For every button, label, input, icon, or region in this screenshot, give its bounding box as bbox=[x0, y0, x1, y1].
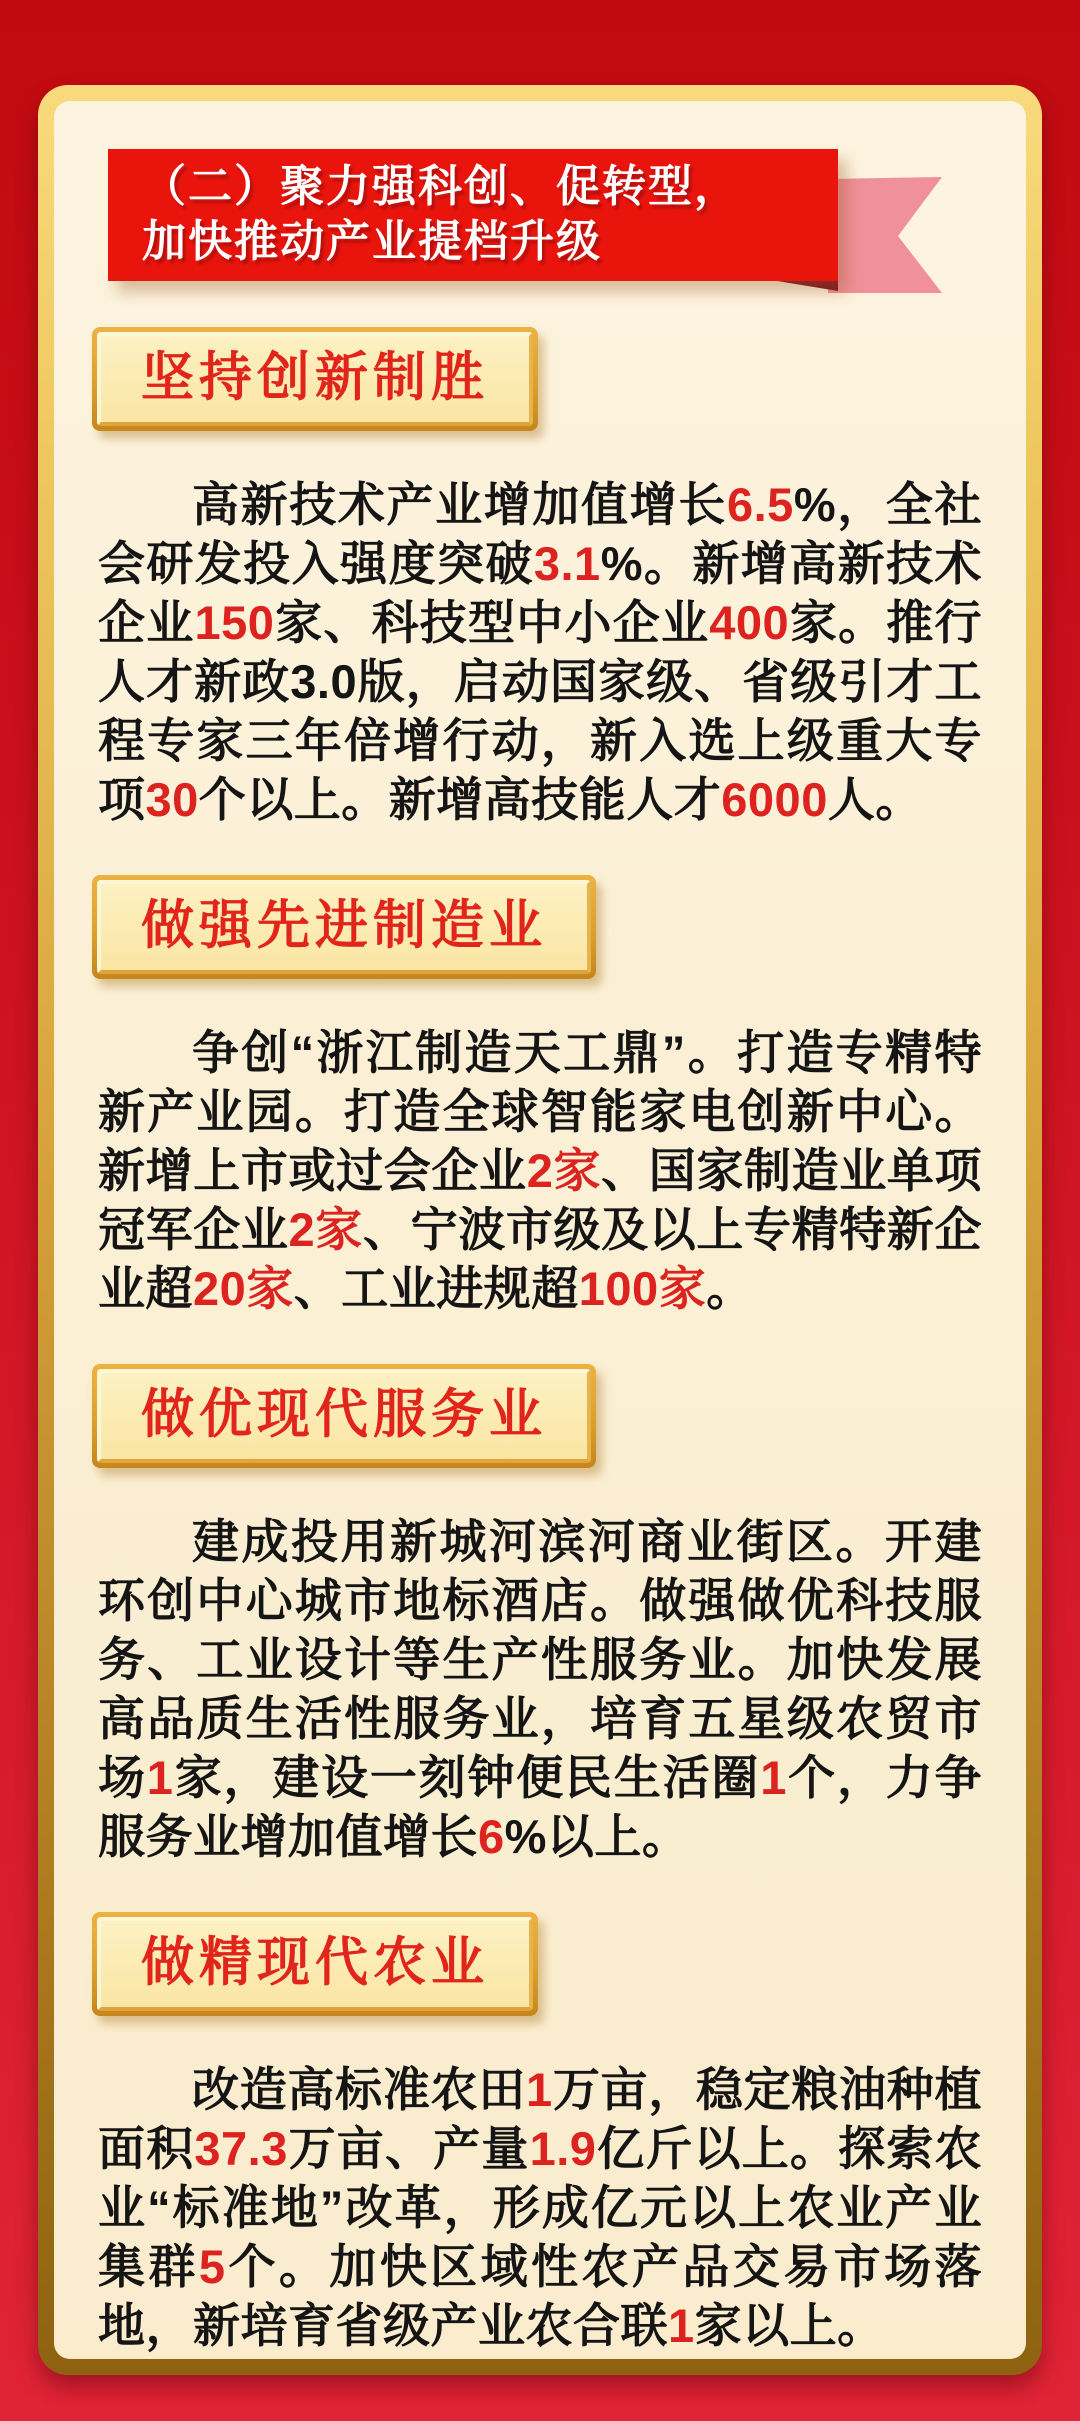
highlight-number: 6000 bbox=[721, 773, 828, 826]
section-manufacturing bbox=[98, 829, 982, 1318]
section-heading-box bbox=[92, 327, 538, 431]
highlight-number: 1 bbox=[668, 2299, 695, 2352]
highlight-number: 2家 bbox=[526, 1144, 602, 1197]
section-heading: 做精现代农业 bbox=[97, 1917, 533, 2011]
highlight-number: 6.5 bbox=[726, 478, 794, 531]
section-heading: 做强先进制造业 bbox=[97, 880, 591, 974]
highlight-number: 1 bbox=[146, 1751, 174, 1804]
highlight-number: 1 bbox=[525, 2063, 553, 2116]
highlight-number: 30 bbox=[145, 773, 199, 826]
section-paragraph: 改造高标准农田1万亩，稳定粮油种植面积37.3万亩、产量1.9亿斤以上。探索农业“标准地”改革，形成亿元以上农业产业集群5个。加快区域性农产品交易市场落地，新培育省级产业农合联1家以上。 bbox=[98, 2063, 983, 2352]
section-agriculture bbox=[98, 1866, 982, 2355]
highlight-number: 150 bbox=[194, 596, 275, 649]
highlight-number: 20家 bbox=[193, 1262, 294, 1315]
section-innovation bbox=[98, 281, 982, 829]
banner-section bbox=[98, 101, 982, 281]
highlight-number: 3.1 bbox=[533, 537, 601, 590]
section-heading-box bbox=[92, 1364, 596, 1468]
highlight-number: 37.3 bbox=[194, 2122, 288, 2175]
banner-title-line1: （二）聚力强科创、促转型， bbox=[142, 162, 740, 211]
highlight-number: 6 bbox=[478, 1810, 505, 1863]
section-services bbox=[98, 1318, 982, 1866]
banner-title-line2: 加快推动产业提档升级 bbox=[142, 217, 602, 266]
section-paragraph: 建成投用新城河滨河商业街区。开建环创中心城市地标酒店。做强做优科技服务、工业设计等生产性服务业。加快发展高品质生活性服务业，培育五星级农贸市场1家，建设一刻钟便民生活圈1个，力争服务业增加值增长6%以上。 bbox=[98, 1515, 983, 1863]
section-heading-box bbox=[92, 1912, 538, 2016]
section-heading: 做优现代服务业 bbox=[97, 1369, 591, 1463]
content-panel bbox=[54, 101, 1026, 2359]
highlight-number: 1 bbox=[760, 1751, 787, 1804]
highlight-number: 100家 bbox=[578, 1262, 707, 1315]
section-paragraph: 高新技术产业增加值增长6.5%，全社会研发投入强度突破3.1%。新增高新技术企业150家、科技型中小企业400家。推行人才新政3.0版，启动国家级、省级引才工程专家三年倍增行动，新入选上级重大专项30个以上。新增高技能人才6000人。 bbox=[98, 478, 983, 826]
highlight-number: 400 bbox=[709, 596, 790, 649]
section-heading: 坚持创新制胜 bbox=[97, 332, 533, 426]
section-banner bbox=[108, 149, 838, 281]
highlight-number: 5 bbox=[198, 2240, 226, 2293]
gold-frame bbox=[38, 85, 1042, 2375]
highlight-number: 2家 bbox=[288, 1203, 363, 1256]
highlight-number: 1.9 bbox=[529, 2122, 597, 2175]
section-paragraph: 争创“浙江制造天工鼎”。打造专精特新产业园。打造全球智能家电创新中心。新增上市或过会企业2家、国家制造业单项冠军企业2家、宁波市级及以上专精特新企业超20家、工业进规超100家。 bbox=[98, 1026, 983, 1315]
section-heading-box bbox=[92, 875, 596, 979]
